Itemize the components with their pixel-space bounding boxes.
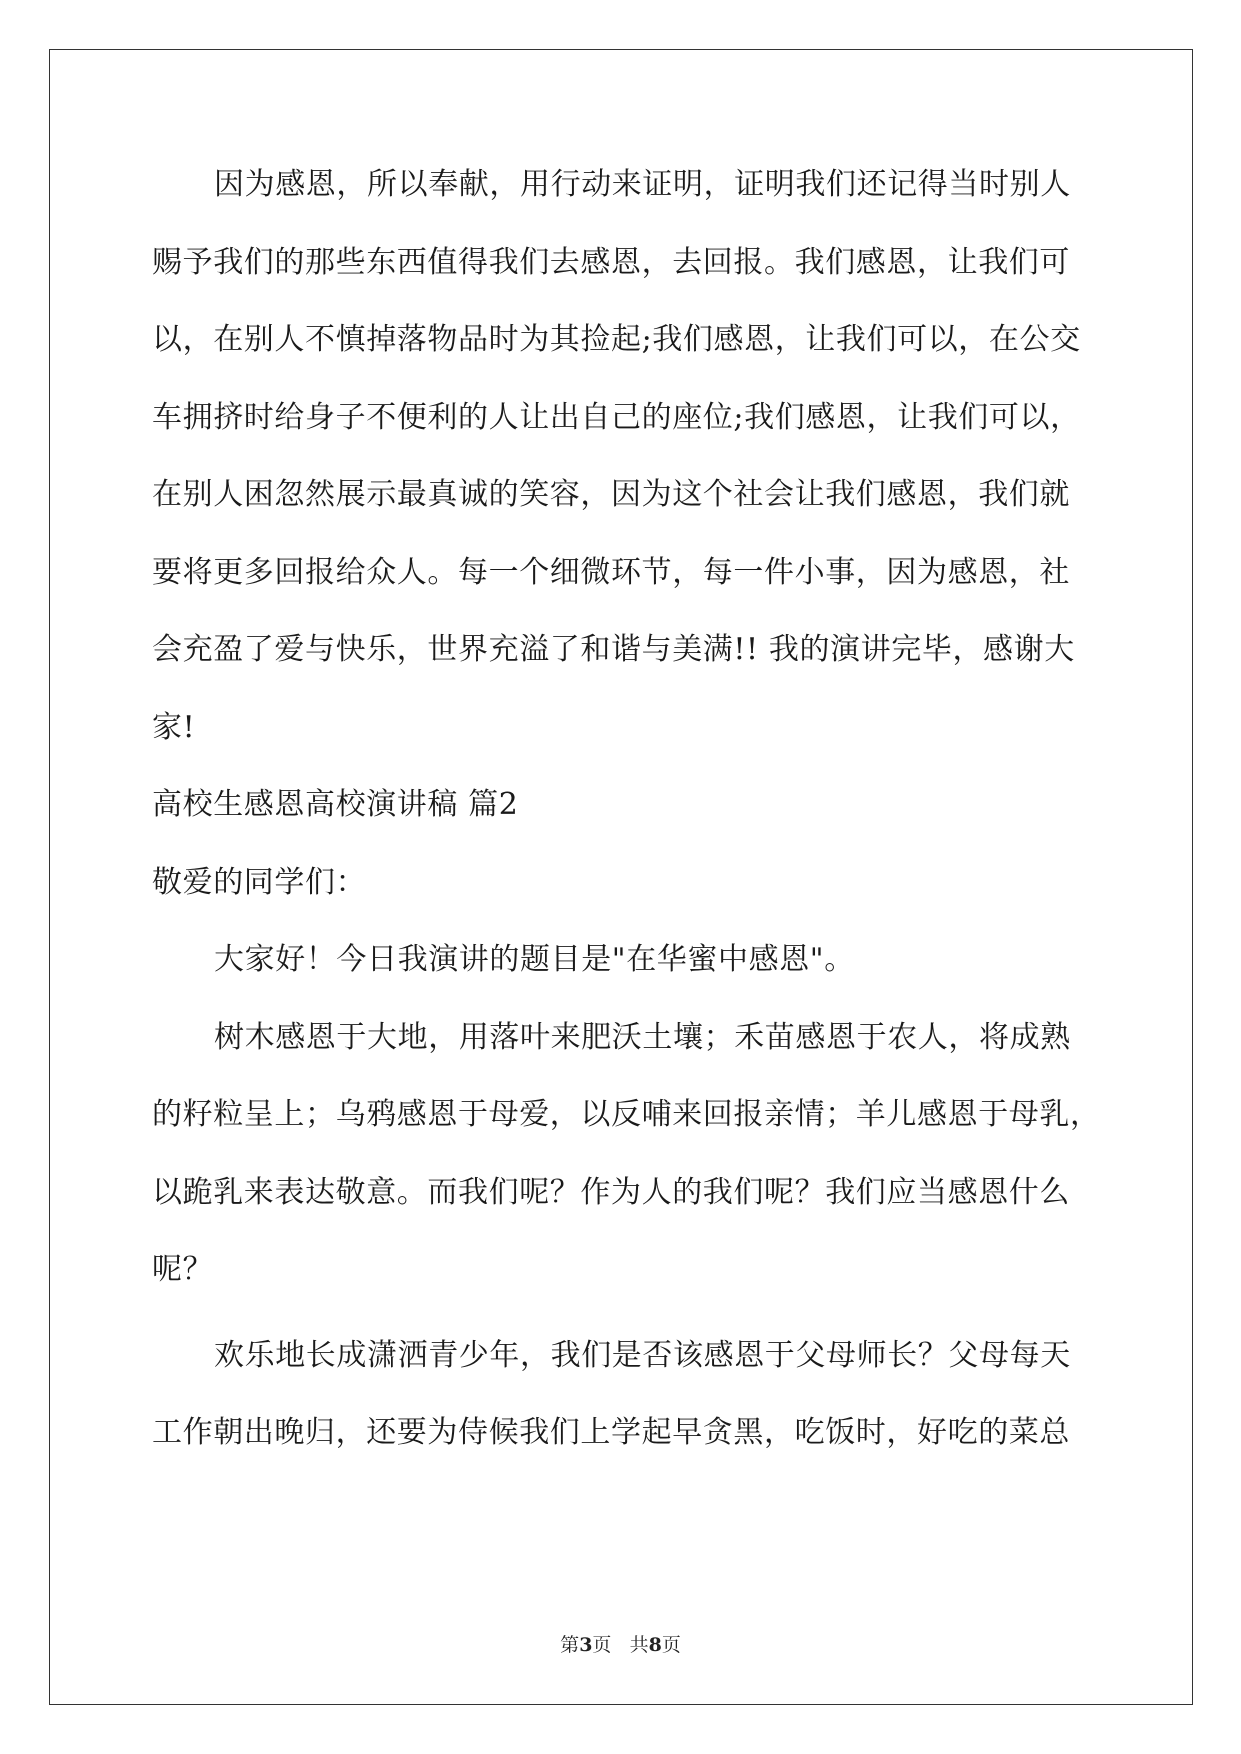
paragraph-4 bbox=[152, 1331, 1102, 1486]
text-line: 家! bbox=[152, 709, 196, 745]
paragraph-gap bbox=[152, 1323, 1102, 1331]
text-line: 赐予我们的那些东西值得我们去感恩，去回报。我们感恩，让我们可 bbox=[152, 244, 1070, 280]
text-line: 以，在别人不慎掉落物品时为其捡起;我们感恩，让我们可以，在公交 bbox=[152, 322, 1081, 357]
text-line: 呢？ bbox=[152, 1252, 214, 1287]
total-pages-number: 8 bbox=[648, 1634, 662, 1656]
text-line: 因为感恩，所以奉献，用行动来证明，证明我们还记得当时别人 bbox=[214, 167, 1071, 202]
salutation: 敬爱的同学们： bbox=[152, 864, 367, 900]
footer-prefix: 第 bbox=[560, 1634, 580, 1656]
text-line: 车拥挤时给身子不便利的人让出自己的座位;我们感恩，让我们可以， bbox=[152, 399, 1081, 435]
footer-total-unit: 页 bbox=[661, 1634, 681, 1656]
footer-page-unit: 页 bbox=[592, 1634, 612, 1656]
text-line: 欢乐地长成潇洒青少年，我们是否该感恩于父母师长？父母每天 bbox=[214, 1337, 1071, 1373]
paragraph-2: 大家好！今日我演讲的题目是"在华蜜中感恩"。 bbox=[214, 942, 855, 977]
text-line: 以跪乳来表达敬意。而我们呢？作为人的我们呢？我们应当感恩什么 bbox=[152, 1174, 1070, 1210]
text-line: 的籽粒呈上；乌鸦感恩于母爱，以反哺来回报亲情；羊儿感恩于母乳， bbox=[152, 1097, 1101, 1132]
document-body bbox=[152, 160, 1102, 1486]
text-line: 工作朝出晚归，还要为侍候我们上学起早贪黑，吃饭时，好吃的菜总 bbox=[152, 1415, 1070, 1450]
text-line: 树木感恩于大地，用落叶来肥沃土壤；禾苗感恩于农人，将成熟 bbox=[214, 1019, 1071, 1055]
text-line: 要将更多回报给众人。每一个细微环节，每一件小事，因为感恩，社 bbox=[152, 554, 1070, 590]
text-line: 会充盈了爱与快乐，世界充溢了和谐与美满!! 我的演讲完毕，感谢大 bbox=[152, 632, 1075, 667]
footer-total-prefix: 共 bbox=[629, 1634, 649, 1656]
paragraph-3 bbox=[152, 1013, 1102, 1323]
paragraph-1 bbox=[152, 160, 1102, 780]
page-footer bbox=[0, 1630, 1241, 1657]
section-title: 高校生感恩高校演讲稿 篇2 bbox=[152, 787, 519, 822]
text-line: 在别人困忽然展示最真诚的笑容，因为这个社会让我们感恩，我们就 bbox=[152, 477, 1070, 512]
current-page-number: 3 bbox=[579, 1634, 593, 1656]
